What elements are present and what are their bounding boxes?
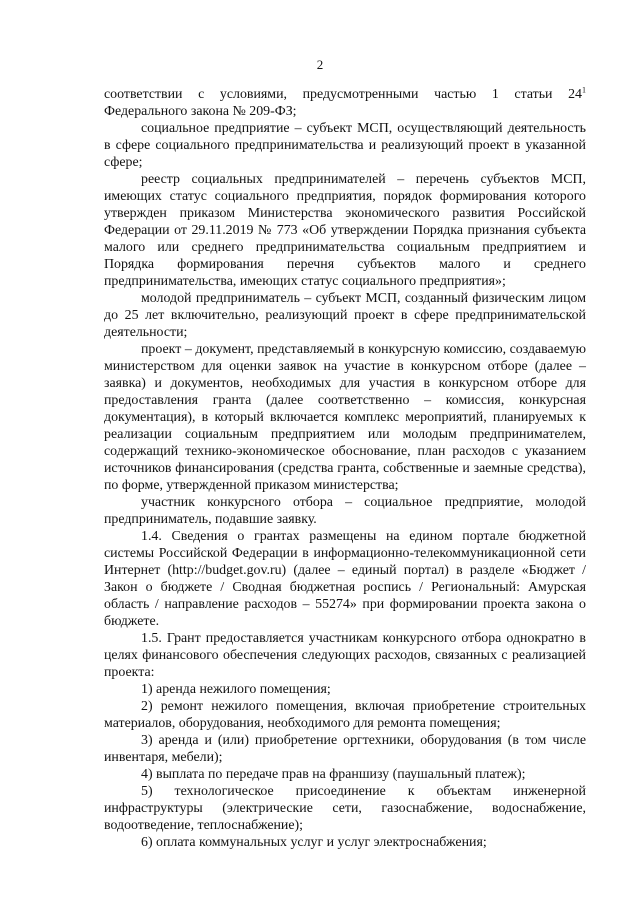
paragraph-continuation bbox=[104, 86, 586, 120]
section-1-4: 1.4. Сведения о грантах размещены на едином портале бюджетной системы Российской Федерации в информационно-телекоммуникационной сети Интернет (http://budget.gov.ru) (далее – единый портал) в разделе «Бюджет / Закон о бюджете / Сводная бюджетная роспись / Региональный: Амурская область / направление расходов – 55274» при формировании проекта закона о бюджете. bbox=[104, 529, 586, 629]
definition-participant: участник конкурсного отбора – социальное предприятие, молодой предприниматель, подавшие заявку. bbox=[104, 495, 586, 527]
definition-project: проект – документ, представляемый в конкурсную комиссию, создаваемую министерством для оценки заявок на участие в конкурсном отборе (далее – заявка) и документов, необходимых для участия в конкурсном отборе для предоставления гранта (далее соответственно – комиссия, конкурсная документация), в который включается комплекс мероприятий, планируемых к реализации социальным предприятием или молодым предпринимателем, содержащий технико-экономическое обоснование, план расходов с указанием источников финансирования (средства гранта, собственные и заемные средства), по форме, утвержденной приказом министерства; bbox=[104, 342, 586, 493]
section-1-5: 1.5. Грант предоставляется участникам конкурсного отбора однократно в целях финансового обеспечения следующих расходов, связанных с реализацией проекта: bbox=[104, 631, 586, 680]
list-item-4: 4) выплата по передаче прав на франшизу (паушальный платеж); bbox=[141, 767, 526, 782]
page-number: 2 bbox=[316, 57, 324, 72]
definition-social-enterprise: социальное предприятие – субъект МСП, осуществляющий деятельность в сфере социального предпринимательства и реализующий проект в указанной сфере; bbox=[104, 121, 586, 170]
list-item-1: 1) аренда нежилого помещения; bbox=[141, 682, 331, 697]
definition-young-entrepreneur: молодой предприниматель – субъект МСП, созданный физическим лицом до 25 лет включительно, реализующий проект в сфере предпринимательской деятельности; bbox=[104, 291, 586, 340]
document-body bbox=[104, 86, 586, 851]
paragraph-text: Федерального закона № 209-ФЗ; bbox=[104, 104, 297, 119]
list-item-6: 6) оплата коммунальных услуг и услуг электроснабжения; bbox=[141, 835, 487, 850]
list-item-2: 2) ремонт нежилого помещения, включая приобретение строительных материалов, оборудования, необходимого для ремонта помещения; bbox=[104, 699, 586, 731]
superscript: 1 bbox=[582, 85, 586, 95]
list-item-5: 5) технологическое присоединение к объектам инженерной инфраструктуры (электрические сети, газоснабжение, водоснабжение, водоотведение, теплоснабжение); bbox=[104, 784, 586, 833]
list-item-3: 3) аренда и (или) приобретение оргтехники, оборудования (в том числе инвентаря, мебели); bbox=[104, 733, 586, 765]
definition-registry: реестр социальных предпринимателей – перечень субъектов МСП, имеющих статус социального предприятия, порядок формирования которого утвержден приказом Министерства экономического развития Российской Федерации от 29.11.2019 № 773 «Об утверждении Порядка признания субъекта малого или среднего предпринимательства социальным предприятием и Порядка формирования перечня субъектов малого и среднего предпринимательства, имеющих статус социального предприятия»; bbox=[104, 172, 586, 289]
paragraph-text: соответствии с условиями, предусмотренными частью 1 статьи 24 bbox=[104, 87, 582, 102]
